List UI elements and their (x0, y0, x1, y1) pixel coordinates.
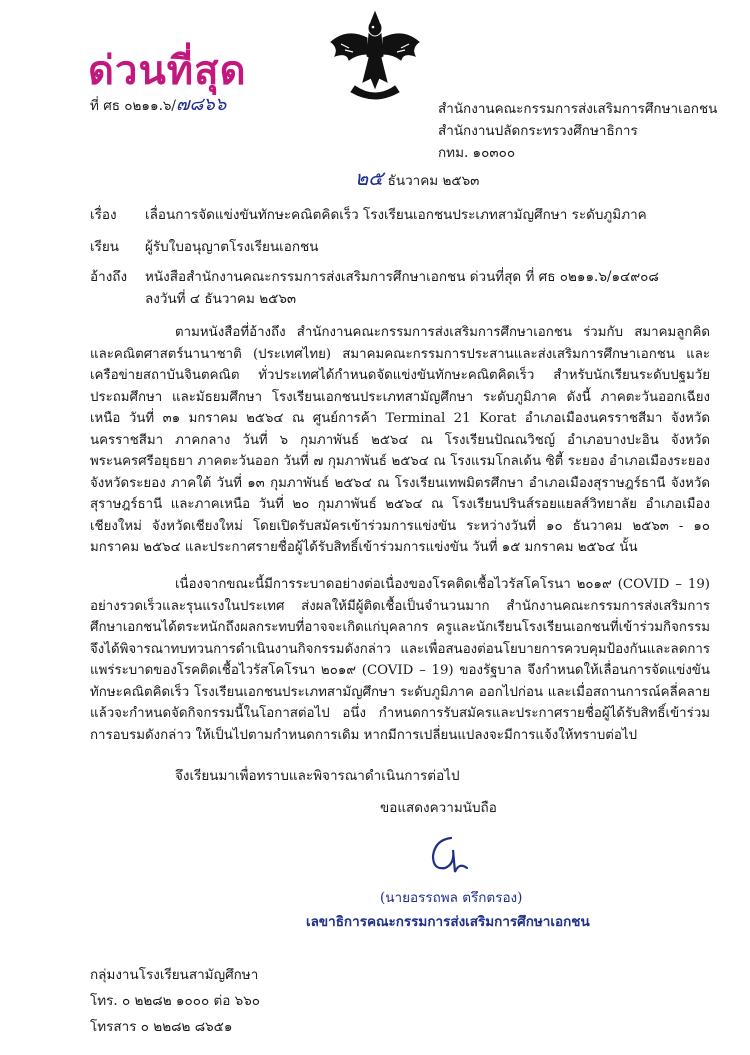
document-date (355, 162, 479, 194)
ref-number-handwritten: ๗๘๖๖ (175, 94, 227, 115)
signer-position: เลขาธิการคณะกรรมการส่งเสริมการศึกษาเอกชน (306, 914, 590, 930)
subject-label: เรื่อง (90, 207, 117, 223)
sender-line-2: สำนักงานปลัดกระทรวงศึกษาธิการ (438, 123, 638, 139)
footer-fax: โทรสาร ๐ ๒๒๘๒ ๘๖๕๑ (90, 1019, 233, 1035)
sender-line-3: กทม. ๑๐๓๐๐ (438, 145, 516, 161)
recipient-text: ผู้รับใบอนุญาตโรงเรียนเอกชน (145, 239, 319, 255)
footer-department: กลุ่มงานโรงเรียนสามัญศึกษา (90, 967, 259, 983)
ref-label: ที่ ศธ ๐๒๑๑.๖/ (90, 98, 176, 114)
reference-row (90, 266, 659, 288)
body-paragraph-2: เนื่องจากขณะนี้มีการระบาดอย่างต่อเนื่องของโรคติดเชื้อไวรัสโคโรนา ๒๐๑๙ (COVID – 19) อย่างรวดเร็วและรุนแรงในประเทศ ส่งผลให้มีผู้ติดเชื้อเป็นจำนวนมาก สำนักงานคณะกรรมการส่งเสริมการศึกษาเอกชนได้ตระหนักถึงผลกระทบที่อาจจะเกิดแก่บุคลากร ครูและนักเรียนโรงเรียนเอกชนที่เข้าร่วมกิจกรรมจึงได้พิจารณาทบทวนการดำเนินงานกิจกรรมดังกล่าว และเพื่อสนองต่อนโยบายการควบคุมป้องกันและลดการแพร่ระบาดของโรคติดเชื้อไวรัสโคโรนา ๒๐๑๙ (COVID – 19) ของรัฐบาล จึงกำหนดให้เลื่อนการจัดแข่งขันทักษะคณิตคิดเร็ว โรงเรียนเอกชนประเภทสามัญศึกษา ระดับภูมิภาค ออกไปก่อน และเมื่อสถานการณ์คลี่คลายแล้วจะกำหนดจัดกิจกรรมนี้ในโอกาสต่อไป อนึ่ง กำหนดการรับสมัครและประกาศรายชื่อผู้ได้รับสิทธิ์เข้าร่วมการอบรมดังกล่าว ให้เป็นไปตามกำหนดการเดิม หากมีการเปลี่ยนแปลงจะมีการแจ้งให้ทราบต่อไป (90, 577, 710, 743)
sender-address (438, 98, 738, 164)
signature-icon (425, 832, 475, 882)
document-ref-number (90, 95, 226, 116)
reference-line-1: หนังสือสำนักงานคณะกรรมการส่งเสริมการศึกษาเอกชน ด่วนที่สุด ที่ ศธ ๐๒๑๑.๖/๑๔๙๐๘ (145, 269, 659, 285)
reference-label: อ้างถึง (90, 269, 128, 285)
signer-name: (นายอรรถพล ตรึกตรอง) (380, 890, 523, 906)
footer-contact (90, 962, 260, 1040)
recipient-label: เรียน (90, 239, 120, 255)
body-paragraph-1: ตามหนังสือที่อ้างถึง สำนักงานคณะกรรมการส่งเสริมการศึกษาเอกชน ร่วมกับ สมาคมลูกคิดและคณิตศาสตร์นานาชาติ (ประเทศไทย) สมาคมคณะกรรมการประสานและส่งเสริมการศึกษาเอกชน และเครือข่ายสถาบันจินตคณิต ทั่วประเทศได้กำหนดจัดแข่งขันทักษะคณิตคิดเร็ว สำหรับนักเรียนระดับปฐมวัย ประถมศึกษา และมัธยมศึกษา โรงเรียนเอกชนประเภทสามัญศึกษา ระดับภูมิภาค ดังนี้ ภาคตะวันออกเฉียงเหนือ วันที่ ๓๑ มกราคม ๒๕๖๔ ณ ศูนย์การค้า Terminal 21 Korat อำเภอเมืองนครราชสีมา จังหวัดนครราชสีมา ภาคกลาง วันที่ ๖ กุมภาพันธ์ ๒๕๖๔ ณ โรงเรียนปัณณวิชญ์ อำเภอบางปะอิน จังหวัดพระนครศรีอยุธยา ภาคตะวันออก วันที่ ๗ กุมภาพันธ์ ๒๕๖๔ ณ โรงแรมโกลเด้น ซิตี้ ระยอง อำเภอเมืองระยอง จังหวัดระยอง ภาคใต้ วันที่ ๑๓ กุมภาพันธ์ ๒๕๖๔ ณ โรงเรียนเทพมิตรศึกษา อำเภอเมืองสุราษฎร์ธานี จังหวัดสุราษฎร์ธานี และภาคเหนือ วันที่ ๒๐ กุมภาพันธ์ ๒๕๖๔ ณ โรงเรียนปรินส์รอยแยลส์วิทยาลัย อำเภอเมืองเชียงใหม่ จังหวัดเชียงใหม่ โดยเปิดรับสมัครเข้าร่วมการแข่งขัน ระหว่างวันที่ ๑๐ ธันวาคม ๒๕๖๓ - ๑๐ มกราคม ๒๕๖๔ และประกาศรายชื่อผู้ได้รับสิทธิ์เข้าร่วมการแข่งขัน วันที่ ๑๕ มกราคม ๒๕๖๔ นั้น (90, 325, 710, 555)
footer-phone: โทร. ๐ ๒๒๘๒ ๑๐๐๐ ต่อ ๖๖๐ (90, 993, 261, 1009)
date-month-year: ธันวาคม ๒๕๖๓ (387, 173, 480, 189)
reference-line-2: ลงวันที่ ๔ ธันวาคม ๒๕๖๓ (145, 291, 297, 307)
subject-row (90, 204, 647, 226)
sender-line-1: สำนักงานคณะกรรมการส่งเสริมการศึกษาเอกชน (438, 101, 718, 117)
closing-line: จึงเรียนมาเพื่อทราบและพิจารณาดำเนินการต่อไป (175, 768, 460, 784)
date-day-handwritten: ๒๕ (355, 166, 384, 190)
garuda-emblem-icon (325, 8, 425, 106)
subject-text: เลื่อนการจัดแข่งขันทักษะคณิตคิดเร็ว โรงเรียนเอกชนประเภทสามัญศึกษา ระดับภูมิภาค (145, 207, 647, 223)
regards-line: ขอแสดงความนับถือ (380, 800, 497, 816)
urgency-stamp: ด่วนที่สุด (88, 48, 247, 94)
recipient-row (90, 236, 318, 258)
